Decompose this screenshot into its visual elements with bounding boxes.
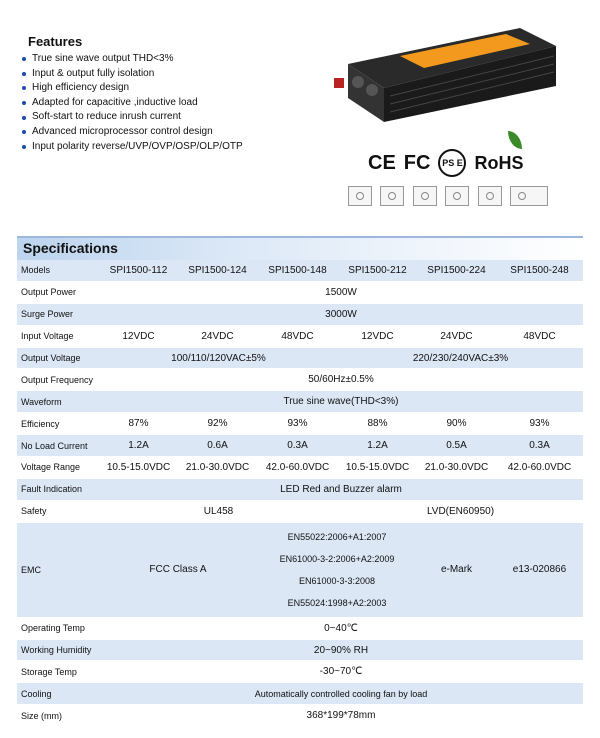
bullet-icon — [22, 57, 26, 61]
feature-item: True sine wave output THD<3% — [22, 52, 322, 67]
leaf-icon — [508, 131, 522, 149]
feature-item: Soft-start to reduce inrush current — [22, 110, 322, 125]
bullet-icon — [22, 116, 26, 120]
features-section — [22, 34, 322, 154]
socket-icon — [478, 186, 502, 206]
feature-item: Advanced microprocessor control design — [22, 125, 322, 140]
inverter-product-image — [330, 26, 556, 122]
features-list — [22, 52, 322, 154]
feature-item: High efficiency design — [22, 81, 322, 96]
certification-logos — [368, 148, 548, 178]
socket-icon — [445, 186, 469, 206]
bullet-icon — [22, 145, 26, 149]
socket-icon — [510, 186, 548, 206]
ce-logo: CE — [368, 151, 396, 174]
fcc-logo: FC — [403, 151, 431, 174]
table-row: Voltage Range 10.5-15.0VDC 21.0-30.0VDC 42.0-60.0VDC 10.5-15.0VDC 21.0-30.0VDC 42.0-60.0VDC — [17, 457, 583, 479]
terminal-icon — [334, 78, 344, 88]
table-row: Output Power 1500W — [17, 281, 583, 303]
bullet-icon — [22, 86, 26, 90]
bullet-icon — [22, 101, 26, 105]
table-row: Efficiency 87% 92% 93% 88% 90% 93% — [17, 413, 583, 435]
table-row: Output Voltage 100/110/120VAC±5% 220/230/240VAC±3% — [17, 347, 583, 369]
table-row: Working Humidity 20~90% RH — [17, 639, 583, 661]
table-row: No Load Current 1.2A 0.6A 0.3A 1.2A 0.5A 0.3A — [17, 435, 583, 457]
table-row: Input Voltage 12VDC 24VDC 48VDC 12VDC 24VDC 48VDC — [17, 325, 583, 347]
table-row: Models SPI1500-112 SPI1500-124 SPI1500-148 SPI1500-212 SPI1500-224 SPI1500-248 — [17, 260, 583, 281]
table-row: Surge Power 3000W — [17, 303, 583, 325]
table-row: Safety UL458 LVD(EN60950) — [17, 500, 583, 522]
bullet-icon — [22, 72, 26, 76]
table-row: Storage Temp -30~70℃ — [17, 661, 583, 683]
bullet-icon — [22, 130, 26, 134]
specifications-table — [17, 260, 583, 727]
features-title: Features — [28, 34, 83, 49]
socket-icon — [348, 186, 372, 206]
specifications-title: Specifications — [23, 240, 118, 256]
table-row: Waveform True sine wave(THD<3%) — [17, 391, 583, 413]
feature-item: Adapted for capacitive ,inductive load — [22, 96, 322, 111]
socket-standard-icons — [348, 186, 548, 216]
rohs-logo: RoHS — [474, 153, 523, 174]
pse-logo: PS E — [438, 149, 466, 177]
table-row: Size (mm) 368*199*78mm — [17, 705, 583, 727]
table-row: Fault Indication LED Red and Buzzer alarm — [17, 478, 583, 500]
table-row: Output Frequency 50/60Hz±0.5% — [17, 369, 583, 391]
feature-item: Input & output fully isolation — [22, 67, 322, 82]
socket-icon — [380, 186, 404, 206]
table-row: Operating Temp 0~40℃ — [17, 617, 583, 639]
emc-standards: EN55022:2006+A1:2007 EN61000-3-2:2006+A2:2009 EN61000-3-3:2008 EN55024:1998+A2:2003 — [257, 522, 417, 617]
table-row: Cooling Automatically controlled cooling fan by load — [17, 683, 583, 705]
socket-icon — [413, 186, 437, 206]
table-row: EMC FCC Class A EN55022:2006+A1:2007 EN61000-3-2:2006+A2:2009 EN61000-3-3:2008 EN55024:1998+A2:2003 e-Mark e13-020866 — [17, 522, 583, 617]
feature-item: Input polarity reverse/UVP/OVP/OSP/OLP/OTP — [22, 140, 322, 155]
specifications-header — [17, 236, 583, 260]
